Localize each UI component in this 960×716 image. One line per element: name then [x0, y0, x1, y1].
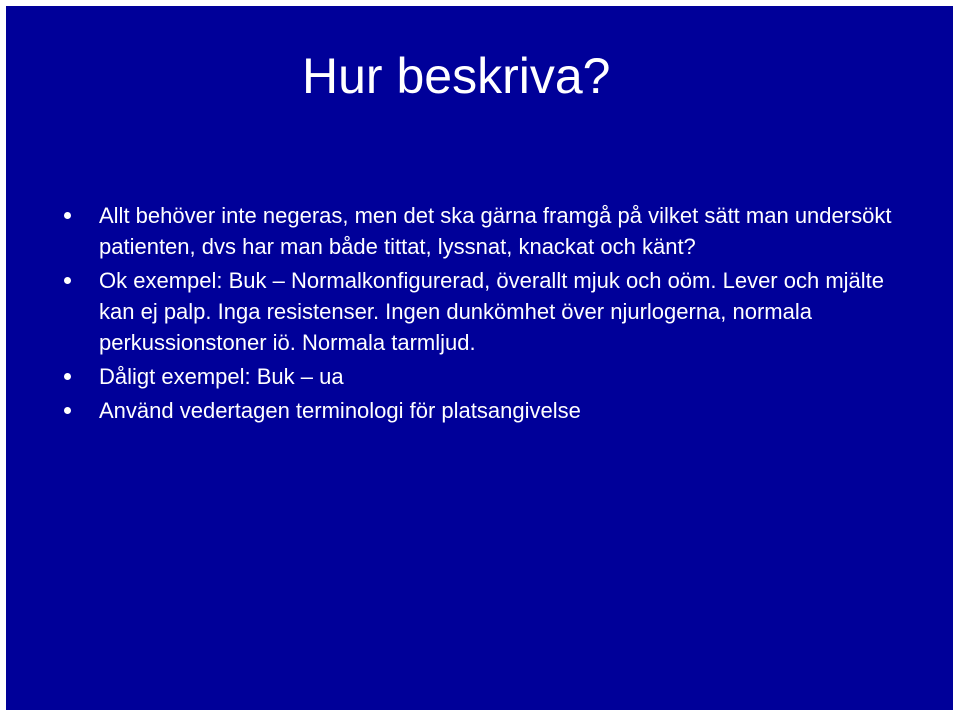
bullet-item — [6, 265, 953, 358]
bullet-text: Ok exempel: Buk – Normalkonfigurerad, överallt mjuk och oöm. Lever och mjälte kan ej palp. Inga resistenser. Ingen dunkömhet över njurlogerna, normala perkussionstoner iö. Normala tarmljud. — [99, 268, 885, 355]
bullet-item — [6, 361, 953, 392]
bullet-item — [6, 200, 953, 262]
bullet-text: Använd vedertagen terminologi för platsangivelse — [99, 398, 581, 423]
slide — [6, 6, 953, 710]
bullet-dot-icon — [64, 373, 71, 380]
bullet-list — [6, 200, 953, 429]
slide-title: Hur beskriva? — [302, 48, 611, 104]
bullet-text: Dåligt exempel: Buk – ua — [99, 364, 344, 389]
bullet-dot-icon — [64, 407, 71, 414]
bullet-item — [6, 395, 953, 426]
bullet-dot-icon — [64, 277, 71, 284]
bullet-text: Allt behöver inte negeras, men det ska gärna framgå på vilket sätt man undersökt patienten, dvs har man både tittat, lyssnat, knackat och känt? — [99, 203, 892, 259]
bullet-dot-icon — [64, 212, 71, 219]
